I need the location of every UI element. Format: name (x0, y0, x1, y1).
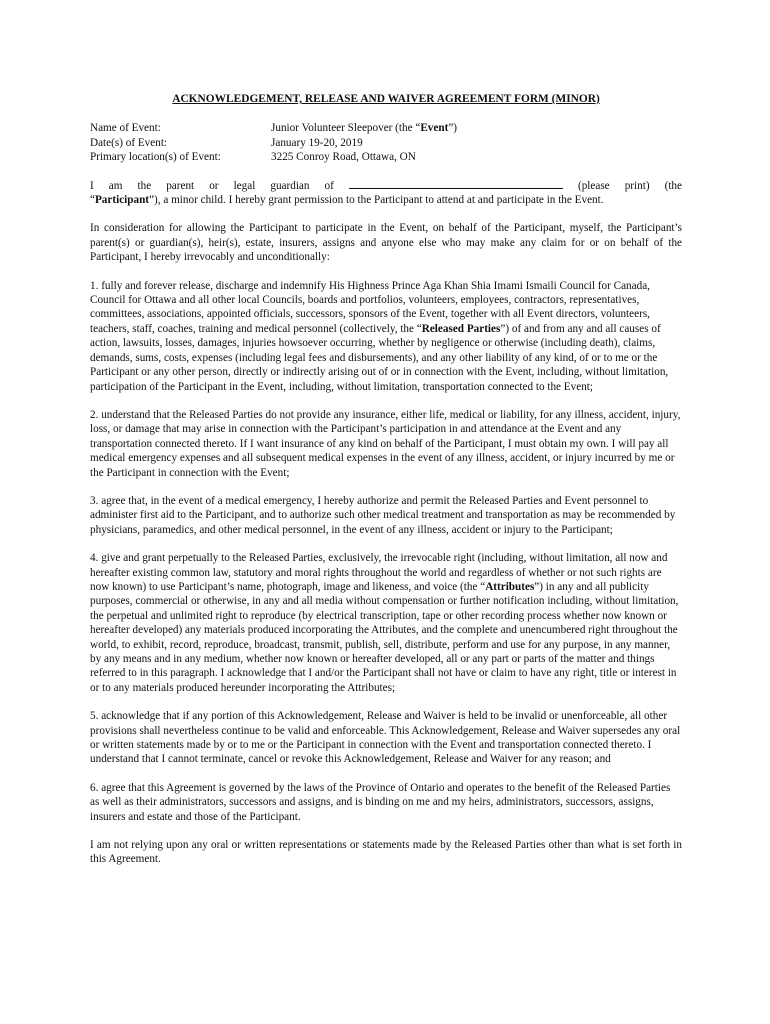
document-title: ACKNOWLEDGEMENT, RELEASE AND WAIVER AGREEMENT FORM (MINOR) (172, 93, 600, 105)
closing-statement: I am not relying upon any oral or written representations or statements made by the Released Parties other than what is set forth in this Agreement. (90, 839, 682, 866)
event-name-value: Junior Volunteer Sleepover (the “Event”) (271, 122, 458, 135)
event-name-label: Name of Event: (90, 122, 161, 135)
clause-4: 4. give and grant perpetually to the Released Parties, exclusively, the irrevocable right (including, without limitation, all now and hereafter existing common law, statutory and moral rights throughout the world and regardless of whether or not such rights are now known) to use Participant’s name, photograph, image and likeness, and voice (the “Attributes”) in any and all publicity purposes, commercial or otherwise, in any and all media without compensation or further notification including, without limitation, the perpetual and unlimited right to reproduce (by electrical transcription, tape or other recording process whether now known or hereafter developed) any materials produced incorporating the Attributes, and the complete and unencumbered right throughout the world, to exhibit, record, reproduce, broadcast, transmit, publish, sell, distribute, perform and use for any purpose, in any manner, by any means and in any medium, whether now known or hereafter developed, all or any part or parts of the matter and things referred to in this paragraph. I acknowledge that I and/or the Participant shall not have or claim to have any right, title or interest in or to any materials produced hereunder incorporating the Attributes; (90, 552, 679, 694)
clause-1: 1. fully and forever release, discharge and indemnify His Highness Prince Aga Khan Shia Imami Ismaili Council for Canada, Council for Ottawa and all other local Councils, boards and portfolios, volunteers, employees, contractors, representatives, committees, associations, appointed officials, successors, sponsors of the Event, together with all Event directors, volunteers, teachers, staff, coaches, training and medical personnel (collectively, the “Released Parties”) of and from any and all causes of action, lawsuits, losses, damages, injuries howsoever occurring, whether by negligence or otherwise (including death), claims, demands, sums, costs, expenses (including legal fees and disbursements), and any other liability of any kind, of or to me or the Participant or any other person, directly or indirectly arising out of or in connection with the Event, including, without limitation, participation of the Participant in the Event, including, without limitation, transportation connected to the Event; (90, 279, 669, 393)
event-dates-value: January 19-20, 2019 (271, 136, 363, 149)
guardian-line-1: I am the parent or legal guardian of (please print) (the (90, 179, 682, 192)
clause-2: 2. understand that the Released Parties do not provide any insurance, either life, medical or liability, for any illness, accident, injury, loss, or damage that may arise in connection with the Participant’s participation in and attendance at the Event and any transportation connected thereto. If I want insurance of any kind on behalf of the Participant, I must obtain my own. I will pay all medical emergency expenses and all subsequent medical expenses in the event of any illness, accident, or injury incurred by me or the Participant in connection with the Event; (90, 408, 681, 479)
event-location-value: 3225 Conroy Road, Ottawa, ON (271, 151, 416, 164)
event-location-label: Primary location(s) of Event: (90, 151, 221, 164)
clause-6: 6. agree that this Agreement is governed by the laws of the Province of Ontario and operates to the benefit of the Released Parties as well as their administrators, successors and assigns, and is binding on me and my heirs, administrators, successors, assigns, insurers and estate and those of the Participant. (90, 781, 671, 823)
event-info (90, 121, 682, 164)
waiver-document (90, 92, 682, 881)
event-dates-label: Date(s) of Event: (90, 136, 168, 149)
clause-3: 3. agree that, in the event of a medical emergency, I hereby authorize and permit the Released Parties and Event personnel to administer first aid to the Participant, and to authorize such other medical treatment and transportation as may be recommended by physicians, paramedics, and other medical personnel, in the event of any illness, accident or injury to the Participant; (90, 494, 676, 536)
guardian-line-2: “Participant”), a minor child. I hereby grant permission to the Participant to attend at and participate in the Event. (90, 194, 604, 207)
participant-name-field[interactable] (349, 178, 563, 189)
clause-5: 5. acknowledge that if any portion of this Acknowledgement, Release and Waiver is held to be invalid or unenforceable, all other provisions shall nevertheless continue to be valid and enforceable. This Acknowledgement, Release and Waiver supersedes any oral or written statements made by or to me or the Participant in connection with the Event and transportation connected thereto. I understand that I cannot terminate, cancel or revoke this Acknowledgement, Release and Waiver for any reason; and (90, 710, 681, 766)
consideration-paragraph: In consideration for allowing the Participant to participate in the Event, on behalf of the Participant, myself, the Participant’s parent(s) or guardian(s), heir(s), estate, insurers, assigns and anyone else who may make any claim for or on behalf of the Participant, I hereby irrevocably and unconditionally: (90, 222, 682, 264)
guardian-statement (90, 178, 682, 208)
